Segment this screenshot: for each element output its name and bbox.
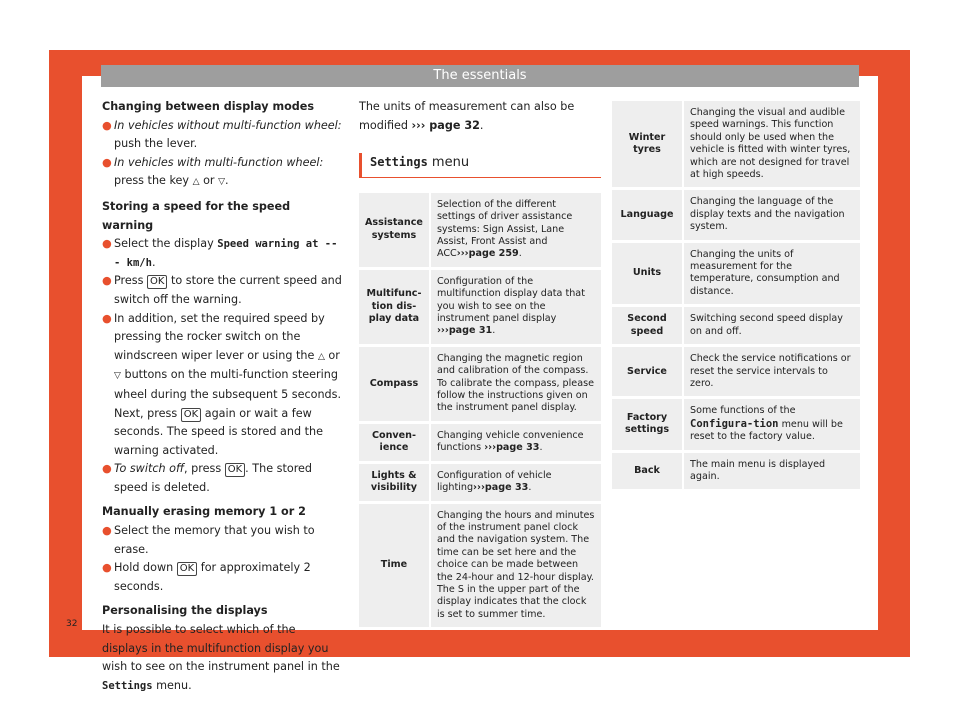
page-reference-link[interactable]: page 33 (496, 442, 540, 454)
table-row (359, 193, 601, 267)
table-row-key: Conven-ience (359, 424, 429, 461)
table-row (359, 424, 601, 461)
bullet-text: . The stored speed is deleted. (114, 462, 313, 494)
bullet-icon: ● (102, 118, 112, 132)
heading-display-modes: Changing between display modes (102, 100, 315, 113)
bullet-text: or (324, 348, 340, 362)
table-row-value (429, 347, 601, 421)
down-triangle-icon: ▽ (114, 371, 121, 382)
bullet-item (102, 235, 342, 272)
bullet-text: Press (114, 274, 147, 288)
page-reference-link[interactable]: page 32 (425, 118, 480, 132)
value-text: Changing the language of the display texts and the navigation system. (690, 196, 845, 233)
table-row-value (682, 190, 860, 239)
value-text: Some functions of the (690, 405, 796, 417)
bullet-text: for approximately 2 seconds. (114, 561, 311, 593)
paragraph-text: The units of measurement can also be modified (359, 100, 575, 132)
table-row-value (429, 504, 601, 628)
bullet-item (102, 154, 342, 192)
bullet-text: again or wait a few seconds. The speed is stored and the warning activated. (114, 406, 323, 457)
paragraph (102, 621, 342, 695)
up-triangle-icon: △ (192, 177, 200, 188)
bullet-text: push the lever. (114, 137, 198, 151)
value-text: The main menu is displayed again. (690, 458, 826, 482)
value-text: . (528, 482, 532, 494)
value-text: Selection of the different settings of driver assistance systems: Sign Assist, Lane Assist, Front Assist and ACC (436, 198, 573, 260)
bullet-icon: ● (102, 274, 112, 288)
bullet-text: press the key (114, 174, 193, 188)
heading-store-speed: Storing a speed for the speed warning (102, 199, 291, 232)
value-text: Changing the magnetic region and calibration of the compass. To calibrate the compass, please follow the instructions given on the instrument panel display. (436, 352, 594, 414)
table-row (612, 190, 860, 239)
section-title-text: menu (427, 155, 470, 171)
arrow-ref-icon: ››› (436, 325, 449, 337)
menu-name: Settings (102, 679, 153, 692)
page-header: The essentials (101, 65, 859, 87)
bullet-italic: In vehicles without multi-function wheel: (114, 118, 342, 132)
bullet-icon: ● (102, 524, 112, 538)
column-2 (359, 98, 601, 630)
bullet-text: Select the display (114, 237, 218, 251)
display-name: Speed warning at --- km/h (114, 238, 338, 269)
paragraph-text: It is possible to select which of the displays in the multifunction display you wish to see on the instrument panel in the (102, 623, 340, 674)
table-row-key: Language (612, 190, 682, 239)
table-row-value (429, 424, 601, 461)
table-row-key: Time (359, 504, 429, 628)
section-title (359, 153, 601, 178)
bullet-text: . (225, 174, 229, 188)
page-reference-link[interactable]: page 33 (484, 482, 529, 494)
value-text: Switching second speed display on and off. (690, 313, 843, 337)
table-row-key: Winter tyres (612, 101, 682, 187)
table-row-key: Back (612, 453, 682, 490)
table-row (612, 347, 860, 396)
table-row-key: Second speed (612, 307, 682, 344)
value-text: menu will be reset to the factory value. (690, 418, 843, 443)
page-reference-link[interactable]: page 259 (468, 248, 519, 260)
table-row (359, 270, 601, 344)
up-triangle-icon: △ (317, 351, 325, 362)
column-1 (102, 98, 342, 695)
bullet-item (102, 117, 342, 154)
table-row (612, 307, 860, 344)
bullet-icon: ● (102, 311, 112, 325)
bullet-italic: In vehicles with multi-function wheel: (114, 155, 324, 169)
table-row-key: Units (612, 243, 682, 305)
bullet-icon: ● (102, 561, 112, 575)
bullet-item (102, 522, 342, 559)
table-row-value (682, 243, 860, 305)
arrow-ref-icon: ››› (473, 482, 485, 494)
table-row (359, 347, 601, 421)
bullet-text: . (151, 255, 156, 269)
table-row-value (682, 399, 860, 449)
paragraph-text: menu. (152, 678, 192, 692)
value-text: Changing the visual and audible speed warnings. This function should only be used when the vehicle is fitted with winter tyres, which are not designed for travel at high speeds. (690, 107, 851, 181)
heading-personalising: Personalising the displays (102, 604, 268, 618)
bullet-text: , press (184, 462, 225, 476)
value-text: . (518, 248, 522, 260)
arrow-ref-icon: ››› (484, 442, 497, 454)
value-text: Changing the units of measurement for the temperature, consumption and distance. (690, 248, 840, 297)
table-row-key: Lights & visibility (359, 464, 429, 501)
table-row-value (682, 101, 860, 187)
bullet-item (102, 310, 342, 461)
ok-key-icon: OK (177, 562, 197, 576)
table-row-key: Compass (359, 347, 429, 421)
table-row-key: Factory settings (612, 399, 682, 449)
value-text: Configuration of vehicle lighting (436, 469, 552, 494)
ok-key-icon: OK (225, 463, 245, 477)
table-row (612, 399, 860, 449)
bullet-text: or (199, 174, 219, 188)
table-row (359, 504, 601, 628)
column-3 (612, 98, 860, 492)
table-row-value (682, 307, 860, 344)
bullet-text: Hold down (114, 561, 177, 575)
table-row-key: Multifunc-tion dis-play data (359, 270, 429, 344)
ok-key-icon: OK (181, 408, 201, 422)
table-row (612, 101, 860, 187)
value-text: Changing vehicle convenience functions (436, 429, 584, 454)
bullet-text: Select the memory that you wish to erase. (114, 524, 315, 556)
bullet-item (102, 559, 342, 596)
table-row-value (429, 193, 601, 267)
value-text: Changing the hours and minutes of the instrument panel clock and the navigation system. The time can be set here and the choice can be made between the 24-hour and 12-hour display. The S in the upper part of the display indicates that the clock is set to summer time. (436, 509, 595, 620)
value-text: Check the service notifications or reset the service intervals to zero. (690, 353, 851, 389)
bullet-icon: ● (102, 462, 112, 476)
table-row (612, 243, 860, 305)
heading-erase-memory: Manually erasing memory 1 or 2 (102, 505, 306, 519)
bullet-text: to store the current speed and switch off the warning. (114, 274, 342, 306)
table-row-value (682, 453, 860, 490)
table-row-value (429, 270, 601, 344)
settings-table (359, 190, 601, 630)
page-number: 32 (66, 619, 78, 629)
table-row (612, 453, 860, 490)
section-title-mono: Settings (370, 155, 428, 170)
intro-paragraph (359, 98, 601, 135)
bullet-icon: ● (102, 237, 112, 251)
value-text: . (492, 325, 496, 337)
paragraph-text: . (479, 118, 484, 132)
value-text: Configuration of the multifunction display data that you wish to see on the instrument panel display (436, 275, 585, 325)
arrow-ref-icon: ››› (411, 118, 426, 132)
bullet-item (102, 460, 342, 497)
bullet-icon: ● (102, 155, 112, 169)
bullet-text: In addition, set the required speed by pressing the rocker switch on the windscreen wiper lever or using the (114, 311, 325, 362)
settings-table-continued (612, 98, 860, 492)
value-text: . (539, 442, 543, 454)
table-row-key: Service (612, 347, 682, 396)
bullet-item (102, 272, 342, 309)
bullet-italic: To switch off (114, 462, 185, 476)
page-reference-link[interactable]: page 31 (448, 325, 493, 337)
table-row-value (429, 464, 601, 501)
ok-key-icon: OK (147, 275, 167, 289)
menu-name: Configura-tion (690, 417, 779, 430)
bullet-text: buttons on the multi-function steering wheel during the subsequent 5 seconds. Next, press (114, 368, 342, 420)
table-row (359, 464, 601, 501)
arrow-ref-icon: ››› (456, 248, 469, 260)
down-triangle-icon: ▽ (218, 177, 226, 188)
table-row-value (682, 347, 860, 396)
table-row-key: Assistance systems (359, 193, 429, 267)
